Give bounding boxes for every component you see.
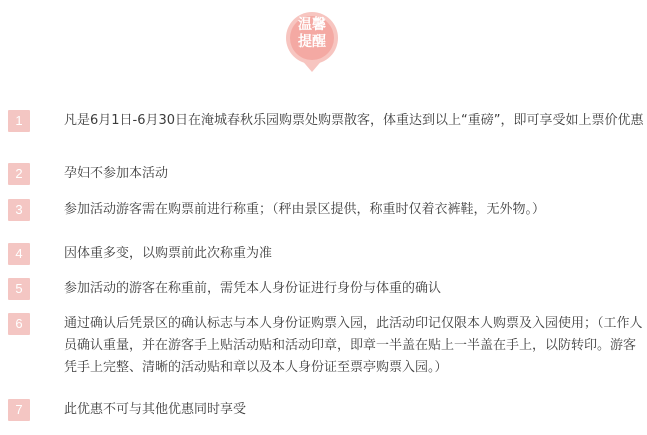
badge-title-line-2: 提醒 [298, 34, 326, 50]
item-number-badge: 6 [8, 313, 30, 335]
badge-title-line-1: 温馨 [298, 17, 326, 33]
item-text: 此优惠不可与其他优惠同时享受 [64, 402, 247, 417]
item-number-badge: 5 [8, 278, 30, 300]
item-text: 孕妇不参加本活动 [64, 166, 169, 181]
item-number-badge: 1 [8, 110, 30, 132]
item-number-badge: 2 [8, 163, 30, 185]
badge-title [284, 17, 340, 51]
item-number-badge: 7 [8, 399, 30, 421]
item-text: 参加活动游客需在购票前进行称重；（秤由景区提供，称重时仅着衣裤鞋，无外物。） [64, 202, 546, 217]
item-text: 通过确认后凭景区的确认标志与本人身份证购票入园，此活动印记仅限本人购票及入园使用；（工作人员确认重量，并在游客手上贴活动贴和活动印章，即章一半盖在贴上一半盖在手上，以防转印。游客凭手上完整、清晰的活动贴和章以及本人身份证至票亭购票入园。） [64, 316, 643, 375]
warm-reminder-badge [284, 10, 340, 74]
item-number-badge: 4 [8, 243, 30, 265]
item-number-badge: 3 [8, 199, 30, 221]
item-text: 凡是6月1日-6月30日在淹城春秋乐园购票处购票散客，体重达到以上“重磅”，即可享受如上票价优惠 [64, 113, 644, 128]
item-text: 参加活动的游客在称重前，需凭本人身份证进行身份与体重的确认 [64, 281, 442, 296]
item-text: 因体重多变，以购票前此次称重为准 [64, 246, 273, 261]
